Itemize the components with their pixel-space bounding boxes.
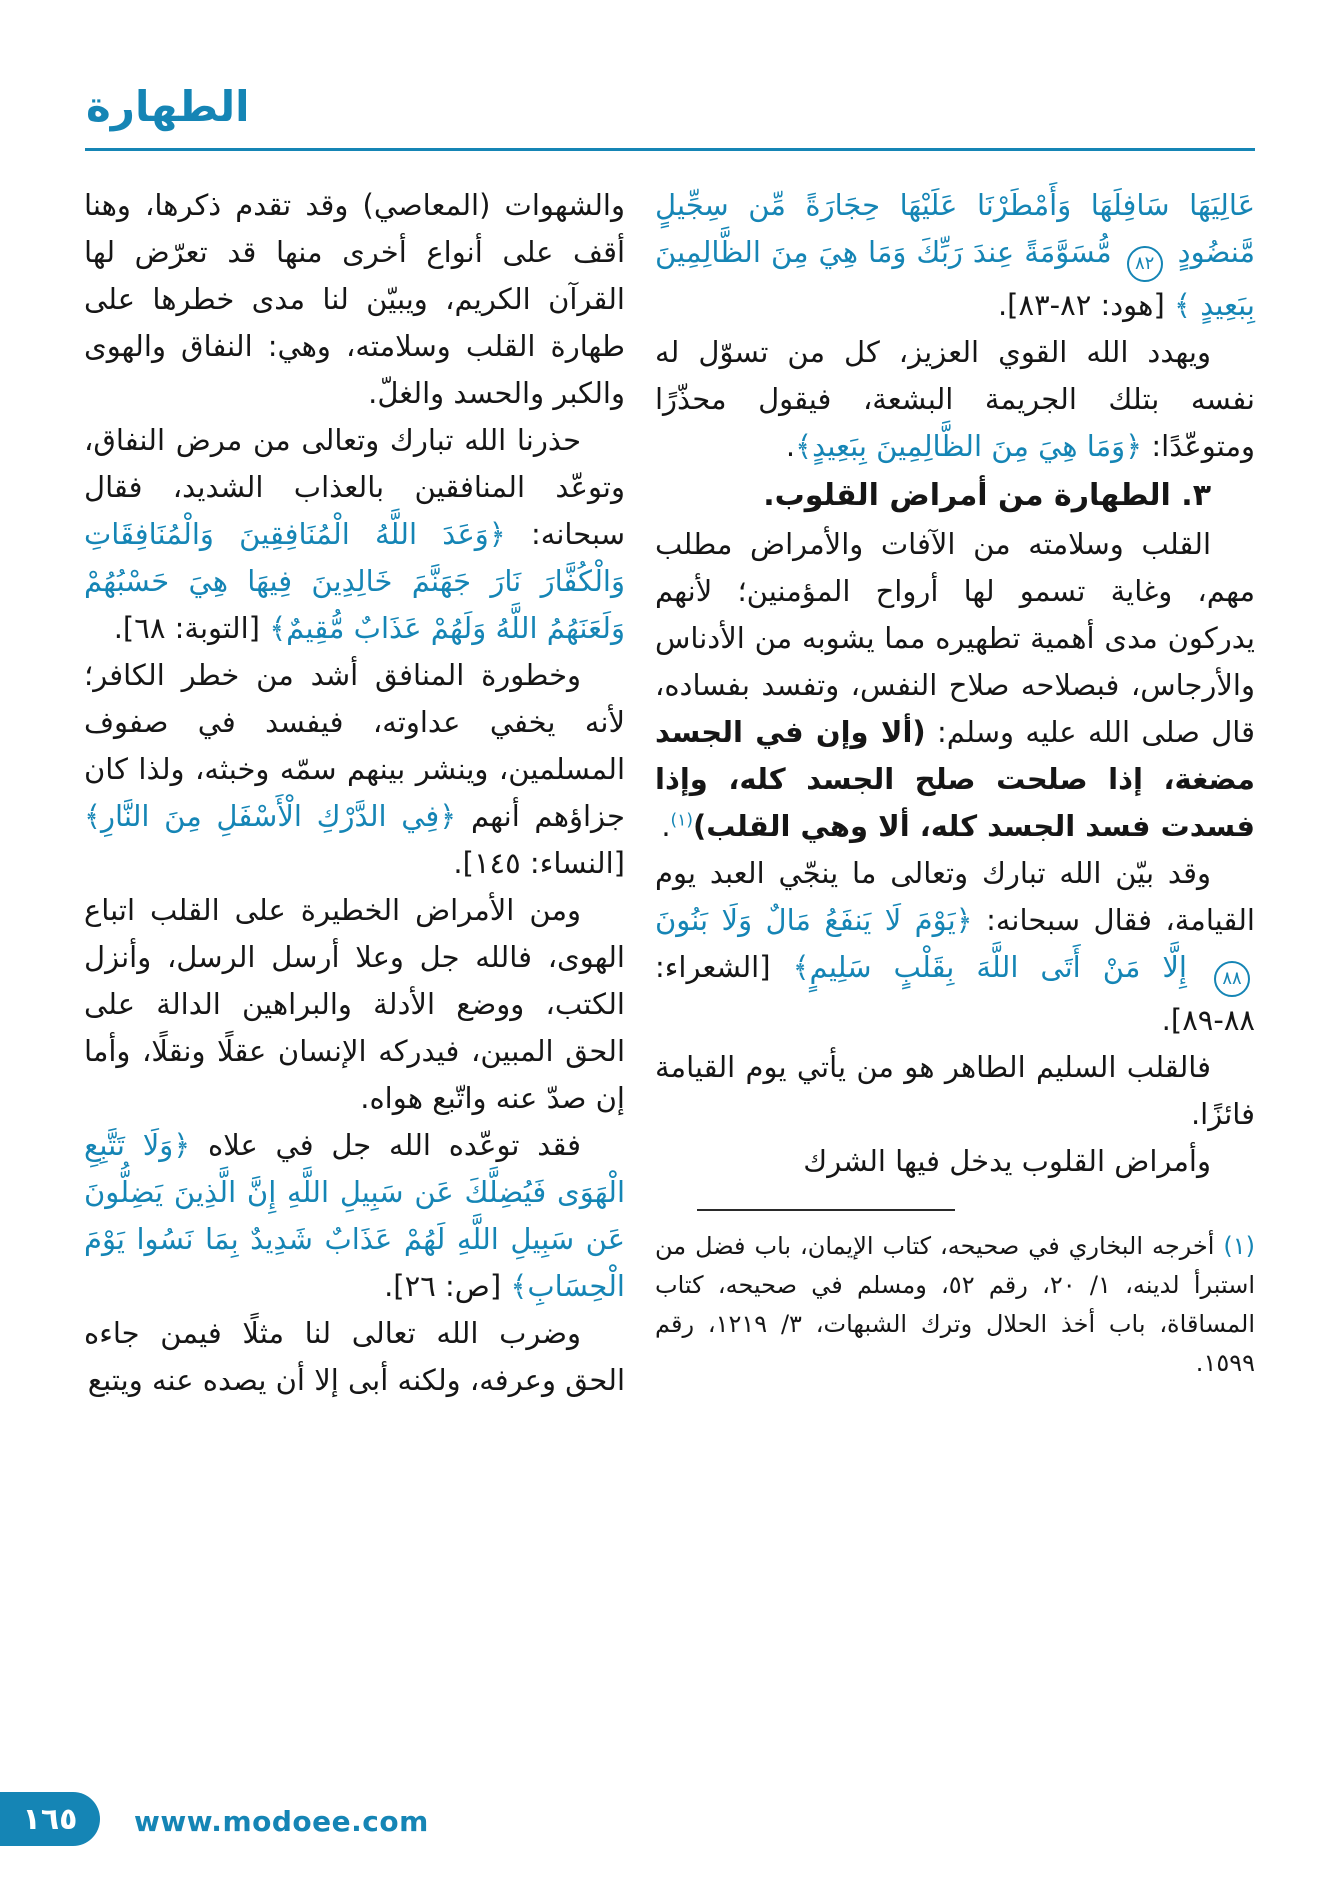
body-text: فقد توعّده الله جل في علاه <box>190 1128 581 1162</box>
quran-verse: عَالِيَهَا سَافِلَهَا وَأَمْطَرْنَا عَلَيْهَا حِجَارَةً مِّن سِجِّيلٍ مَّنضُودٍ <box>655 188 1256 269</box>
quran-verse: ﴿وَعَدَ اللَّهُ الْمُنَافِقِينَ وَالْمُنَافِقَاتِ وَالْكُفَّارَ نَارَ جَهَنَّمَ خَالِدِينَ فِيهَا هِيَ حَسْبُهُمْ وَلَعَنَهُمُ اللَّهُ وَلَهُمْ عَذَابٌ مُّقِيمٌ﴾ <box>84 517 625 645</box>
left-column-text <box>84 182 625 1404</box>
verse-reference: [النساء: ١٤٥]. <box>453 846 625 880</box>
paragraph-divine-threat <box>84 1122 625 1310</box>
quran-verse: إِلَّا مَنْ أَتَى اللَّهَ بِقَلْبٍ سَلِيمٍ﴾ <box>792 950 1209 984</box>
footnote-section <box>655 1209 1255 1383</box>
paragraph-warning <box>655 329 1255 470</box>
ayah-number: ٨٨ <box>1214 961 1250 997</box>
quran-verse: ﴿وَمَا هِيَ مِنَ الظَّالِمِينَ بِبَعِيدٍ﴾ <box>795 429 1143 463</box>
quran-verse: ﴿فِي الدَّرْكِ الْأَسْفَلِ مِنَ النَّارِ﴾ <box>84 799 457 833</box>
body-text: . <box>785 429 796 463</box>
ayah-number: ٨٢ <box>1127 246 1163 282</box>
verse-reference: [ص: ٢٦]. <box>384 1269 511 1303</box>
footnote-body: أخرجه البخاري في صحيحه، كتاب الإيمان، باب فضل من استبرأ لدينه، ١/ ٢٠، رقم ٥٢، ومسلم في صحيحه، كتاب المساقاة، باب أخذ الحلال وترك الشبهات، ٣/ ١٢١٩، رقم ١٥٩٩. <box>655 1232 1256 1377</box>
paragraph-sound-heart <box>655 1044 1255 1138</box>
verse-reference: [الشعراء: ٨٨-٨٩]. <box>655 950 1255 1037</box>
header-rule <box>85 148 1255 151</box>
footnote-marker: (١) <box>1214 1232 1255 1260</box>
hadith-text: (ألا وإن في الجسد مضغة، إذا صلحت صلح الجسد كله، وإذا فسدت فسد الجسد كله، ألا وهي القلب) <box>655 715 1255 843</box>
body-text: وقد بيّن الله تبارك وتعالى ما ينجّي العبد يوم القيامة، فقال سبحانه: <box>655 856 1255 937</box>
body-text: فالقلب السليم الطاهر هو من يأتي يوم القيامة فائزًا. <box>655 1050 1255 1131</box>
footnote-ref-marker: (١) <box>670 810 693 831</box>
paragraph-following-desire <box>84 887 625 1122</box>
footnote-separator <box>697 1209 955 1211</box>
footnote-text <box>655 1227 1255 1383</box>
paragraph-hypocrisy-warning <box>84 417 625 652</box>
left-column <box>84 182 625 1404</box>
page-number-badge <box>0 1792 100 1846</box>
paragraph-desires <box>84 182 625 417</box>
body-text: والشهوات (المعاصي) وقد تقدم ذكرها، وهنا أقف على أنواع أخرى منها قد تعرّض لها القرآن الكريم، ويبيّن لنا مدى خطرها على طهارة القلب وسلامته، وهي: النفاق والهوى والكبر والحسد والغلّ. <box>84 188 625 410</box>
hadith-text: ٣. الطهارة من أمراض القلوب. <box>763 478 1211 513</box>
body-text: حذرنا الله تبارك وتعالى من مرض النفاق، وتوعّد المنافقين بالعذاب الشديد، فقال سبحانه: <box>84 423 626 551</box>
website-url: www.modoee.com <box>134 1805 429 1838</box>
page-number: ١٦٥ <box>22 1801 78 1837</box>
quran-verse: ﴿يَوْمَ لَا يَنفَعُ مَالٌ وَلَا بَنُونَ <box>655 903 973 937</box>
quran-verse: ﴿وَلَا تَتَّبِعِ الْهَوَى فَيُضِلَّكَ عَن سَبِيلِ اللَّهِ إِنَّ الَّذِينَ يَضِلُّونَ عَن سَبِيلِ اللَّهِ لَهُمْ عَذَابٌ شَدِيدٌ بِمَا نَسُوا يَوْمَ الْحِسَابِ﴾ <box>84 1128 625 1303</box>
paragraph-hypocrite-danger <box>84 652 625 887</box>
quran-verse: مُّسَوَّمَةً عِندَ رَبِّكَ وَمَا هِيَ مِنَ الظَّالِمِينَ بِبَعِيدٍ ﴾ <box>655 235 1255 322</box>
page-content <box>84 182 1255 1404</box>
section-heading-purity-of-hearts <box>655 472 1255 519</box>
verse-reference: [هود: ٨٢-٨٣]. <box>997 288 1174 322</box>
quran-verse-hud <box>655 182 1255 329</box>
paragraph-heart-health <box>655 521 1255 850</box>
right-column <box>655 182 1255 1383</box>
body-text: وأمراض القلوب يدخل فيها الشرك <box>803 1144 1211 1178</box>
verse-reference: [التوبة: ٦٨]. <box>113 611 270 645</box>
body-text: ومن الأمراض الخطيرة على القلب اتباع الهوى، فالله جل وعلا أرسل الرسل، وأنزل الكتب، ووضع الأدلة والبراهين الدالة على الحق المبين، فيدركه الإنسان عقلًا ونقلًا، وأما إن صدّ عنه واتّبع هواه. <box>84 893 625 1115</box>
paragraph-salvation <box>655 850 1255 1044</box>
body-text: . <box>661 809 671 843</box>
paragraph-heart-diseases <box>655 1138 1255 1185</box>
body-text: وخطورة المنافق أشد من خطر الكافر؛ لأنه يخفي عداوته، فيفسد في صفوف المسلمين، وينشر بينهم سمّه وخبثه، ولذا كان جزاؤهم أنهم <box>84 658 625 833</box>
body-text: القلب وسلامته من الآفات والأمراض مطلب مهم، وغاية تسمو لها أرواح المؤمنين؛ لأنهم يدركون مدى أهمية تطهيره مما يشوبه من الأدناس والأرجاس، فبصلاحه صلاح النفس، وتفسد بفساده، قال صلى الله عليه وسلم: <box>655 527 1255 749</box>
paragraph-example <box>84 1310 625 1404</box>
body-text: وضرب الله تعالى لنا مثلًا فيمن جاءه الحق وعرفه، ولكنه أبى إلا أن يصده عنه ويتبع <box>84 1316 625 1397</box>
chapter-title: الطهارة <box>86 82 250 131</box>
right-column-text <box>655 182 1255 1185</box>
body-text: ويهدد الله القوي العزيز، كل من تسوّل له نفسه بتلك الجريمة البشعة، فيقول محذّرًا ومتوعّدًا: <box>655 335 1255 463</box>
